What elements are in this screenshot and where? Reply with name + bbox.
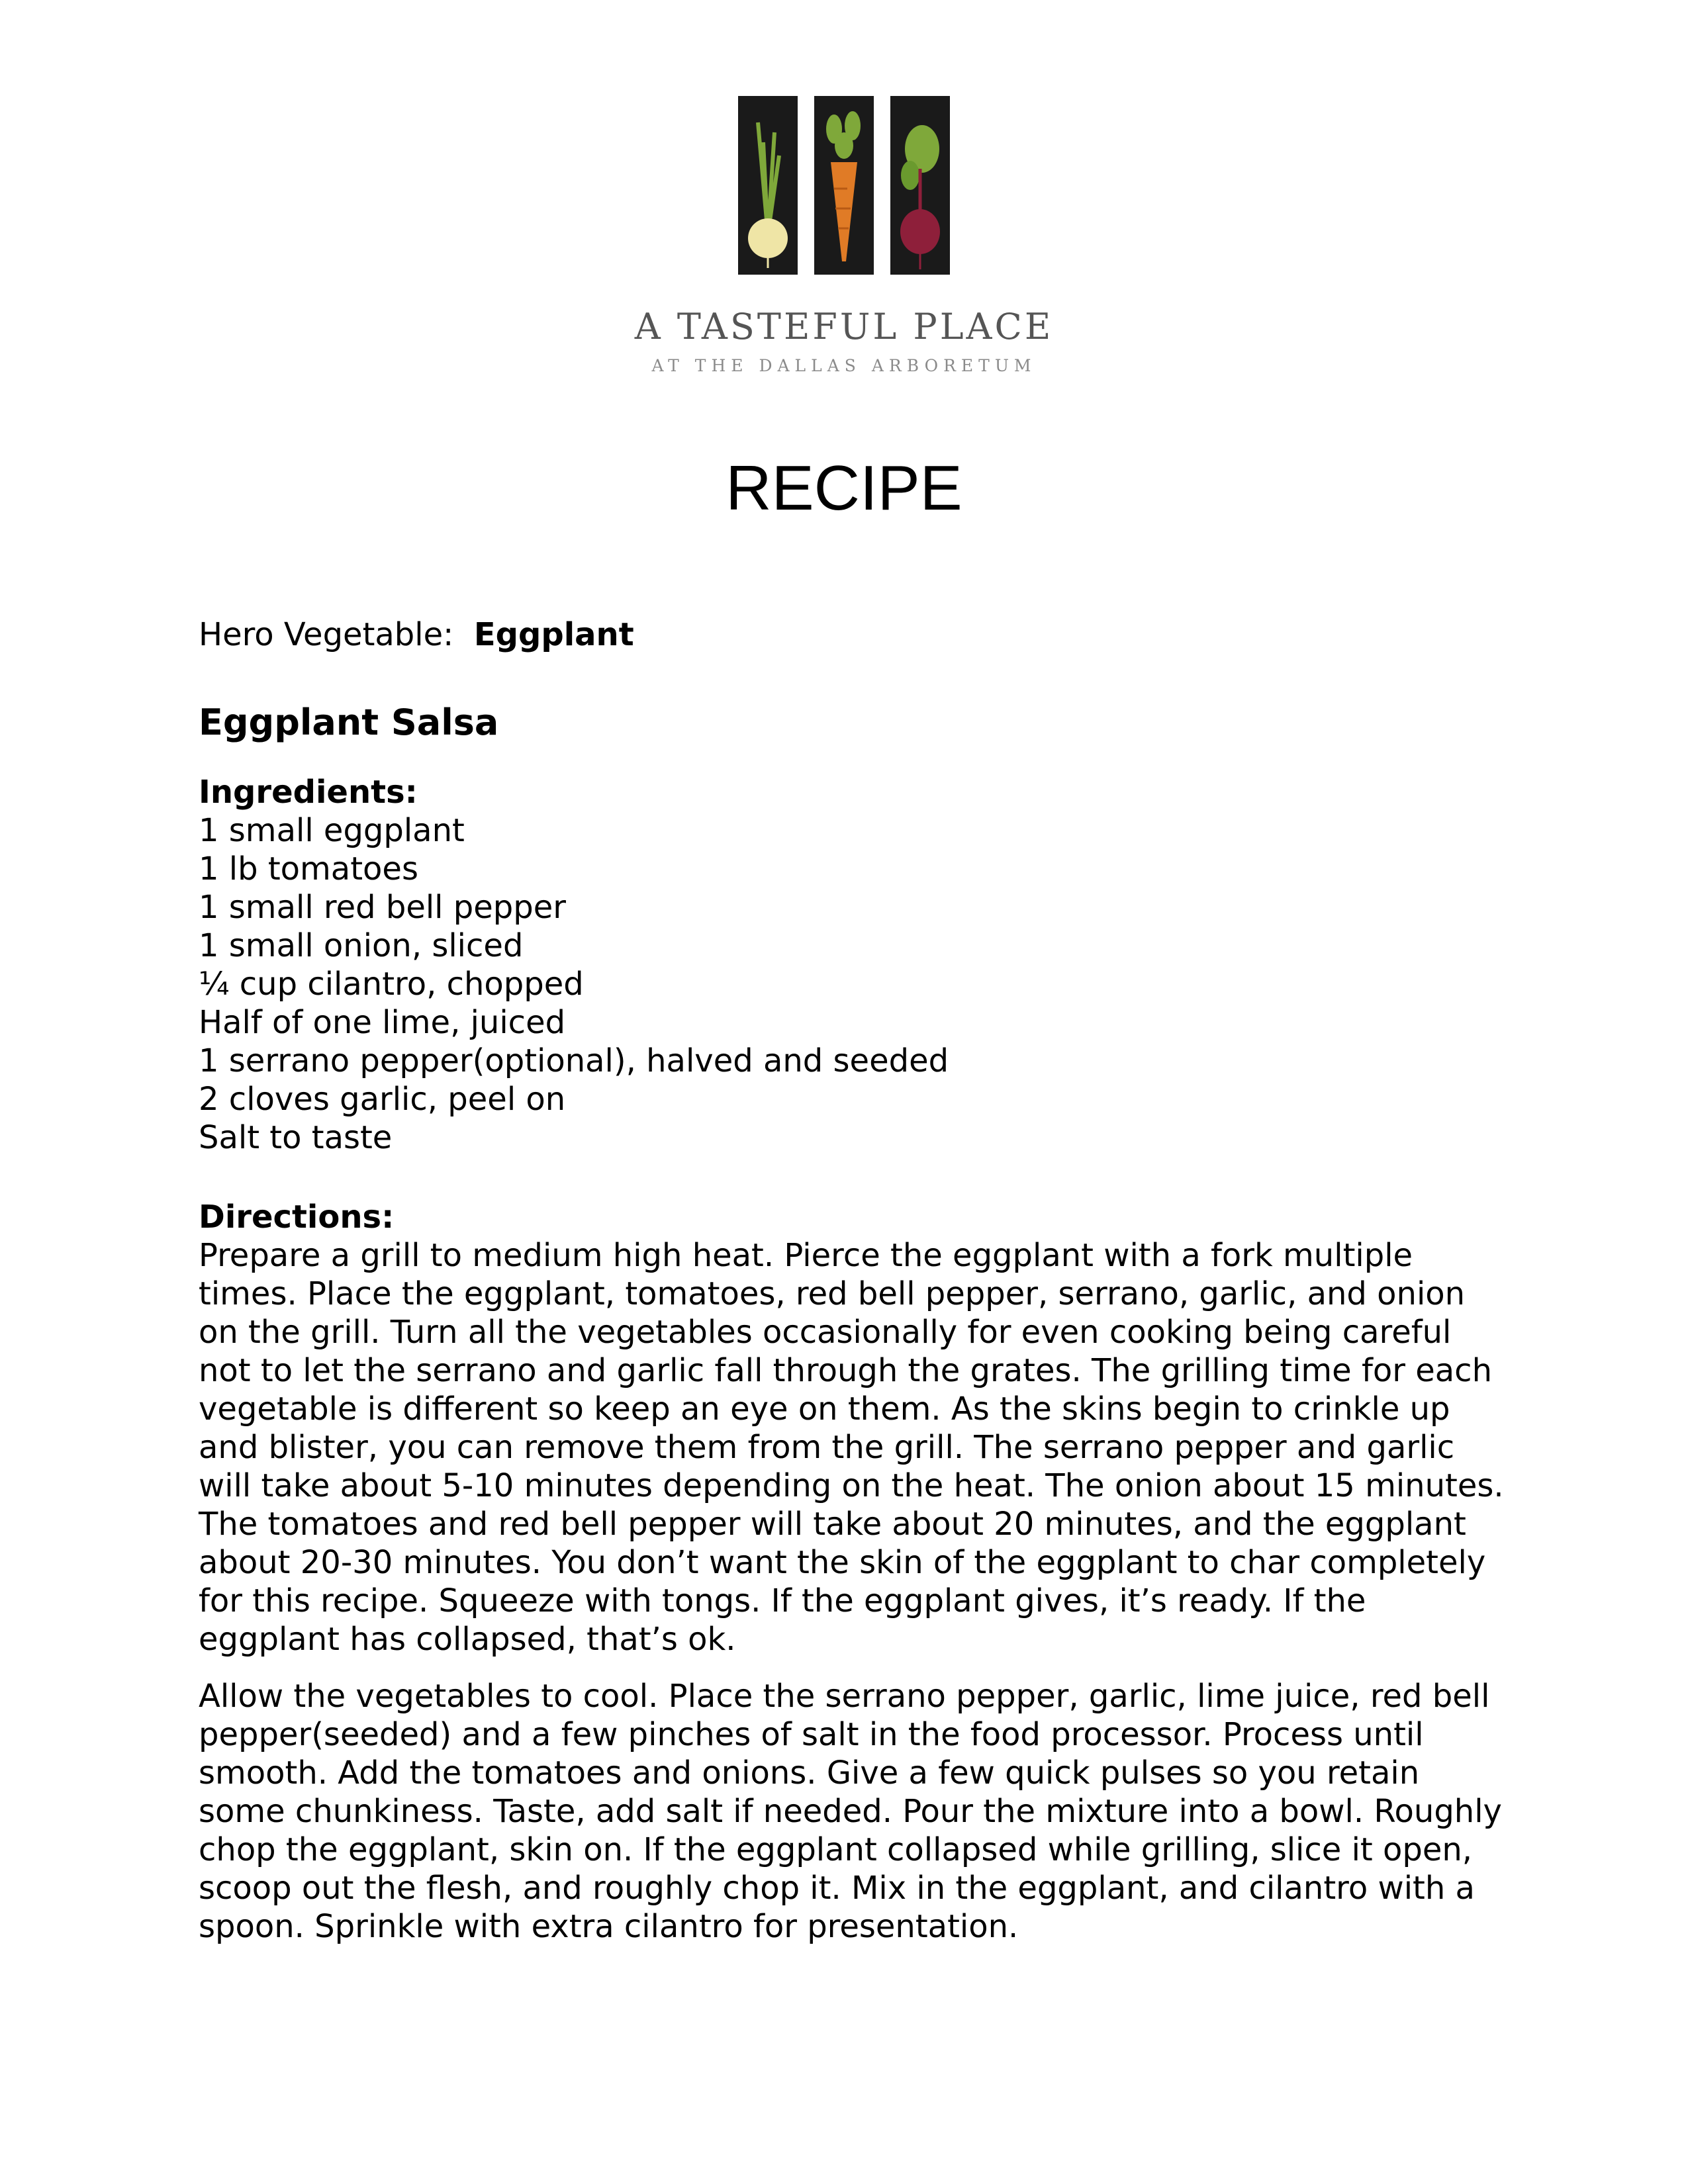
directions-paragraph: Prepare a grill to medium high heat. Pierce the eggplant with a fork multiple times. Place the eggplant, tomatoes, red bell pepper, serrano, garlic, and onion on the grill. Turn all the vegetables occasionally for even cooking being careful not to let the serrano and garlic fall through the grates. The grilling time for each vegetable is different so keep an eye on them. As the skins begin to crinkle up and blister, you can remove them from the grill. The serrano pepper and garlic will take about 5-10 minutes depending on the heat. The onion about 15 minutes. The tomatoes and red bell pepper will take about 20 minutes, and the eggplant about 20-30 minutes. You don’t want the skin of the eggplant to char completely for this recipe. Squeeze with tongs. If the eggplant gives, it’s ready. If the eggplant has collapsed, that’s ok. bbox=[199, 1237, 1504, 1658]
beet-icon bbox=[890, 96, 950, 275]
ingredient-item: 1 small onion, sliced bbox=[199, 927, 524, 964]
ingredient-item: ¼ cup cilantro, chopped bbox=[199, 966, 584, 1003]
hero-vegetable bbox=[199, 615, 1509, 654]
ingredient-item: Salt to taste bbox=[199, 1119, 393, 1156]
directions-heading: Directions: bbox=[199, 1199, 395, 1236]
ingredient-item: 2 cloves garlic, peel on bbox=[199, 1081, 566, 1118]
ingredients-list bbox=[199, 811, 1509, 1157]
onion-icon bbox=[738, 96, 798, 275]
directions-paragraph: Allow the vegetables to cool. Place the serrano pepper, garlic, lime juice, red bell pepper(seeded) and a few pinches of salt in the food processor. Process until smooth. Add the tomatoes and onions. Give a few quick pulses so you retain some chunkiness. Taste, add salt if needed. Pour the mixture into a bowl. Roughly chop the eggplant, skin on. If the eggplant collapsed while grilling, slice it open, scoop out the flesh, and roughly chop it. Mix in the eggplant, and cilantro with a spoon. Sprinkle with extra cilantro for presentation. bbox=[199, 1678, 1502, 1945]
ingredient-item: 1 small eggplant bbox=[199, 812, 465, 849]
hero-value: Eggplant bbox=[473, 616, 634, 653]
brand-name: A TASTEFUL PLACE bbox=[634, 306, 1054, 347]
logo bbox=[738, 96, 950, 275]
hero-label: Hero Vegetable: bbox=[199, 616, 454, 653]
ingredients-heading: Ingredients: bbox=[199, 774, 418, 811]
ingredient-item: 1 small red bell pepper bbox=[199, 889, 566, 926]
recipe-name: Eggplant Salsa bbox=[199, 702, 499, 743]
brand-subtitle: AT THE DALLAS ARBORETUM bbox=[651, 356, 1037, 375]
ingredient-item: Half of one lime, juiced bbox=[199, 1004, 566, 1041]
ingredient-item: 1 serrano pepper(optional), halved and seeded bbox=[199, 1042, 949, 1079]
page-title: RECIPE bbox=[726, 453, 962, 523]
ingredient-item: 1 lb tomatoes bbox=[199, 850, 418, 887]
recipe-content bbox=[199, 615, 1509, 1964]
carrot-icon bbox=[814, 96, 874, 275]
